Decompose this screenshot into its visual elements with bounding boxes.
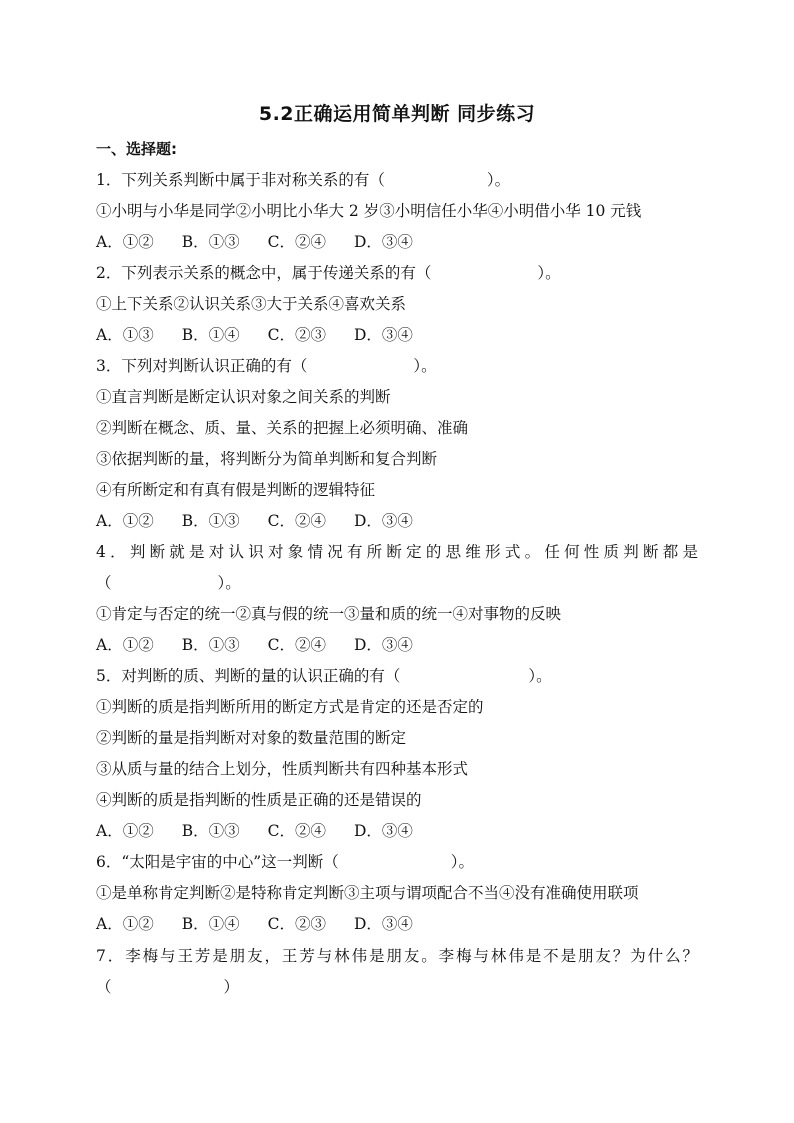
question-3-options: [96, 511, 441, 531]
question-5-item-1: ①判断的质是指判断所用的断定方式是肯定的还是否定的: [96, 698, 484, 716]
option-d[interactable]: D．③④: [353, 915, 413, 933]
question-1-stem: 1．下列关系判断中属于非对称关系的有（ ）。: [96, 171, 511, 189]
question-5-item-4: ④判断的质是指判断的性质是正确的还是错误的: [96, 791, 422, 809]
question-5-stem: 5．对判断的质、判断的量的认识正确的有（ ）。: [96, 667, 552, 685]
question-1-item: ①小明与小华是同学②小明比小华大 2 岁③小明信任小华④小明借小华 10 元钱: [96, 202, 642, 220]
page-title: 5.2正确运用简单判断 同步练习: [258, 103, 536, 125]
question-3-item-2: ②判断在概念、质、量、关系的把握上必须明确、准确: [96, 419, 469, 437]
option-d[interactable]: D．③④: [353, 233, 413, 251]
option-c[interactable]: C．②④: [267, 636, 326, 654]
question-2-stem: 2．下列表示关系的概念中，属于传递关系的有（ ）。: [96, 264, 561, 282]
option-b[interactable]: B．①③: [181, 636, 240, 654]
option-a[interactable]: A．①②: [96, 822, 154, 840]
option-c[interactable]: C．②④: [267, 512, 326, 530]
option-b[interactable]: B．①③: [181, 512, 240, 530]
question-3-item-1: ①直言判断是断定认识对象之间关系的判断: [96, 388, 391, 406]
option-b[interactable]: B．①③: [181, 233, 240, 251]
question-5-item-2: ②判断的量是指判断对对象的数量范围的断定: [96, 729, 407, 747]
option-a[interactable]: A．①②: [96, 233, 154, 251]
option-c[interactable]: C．②③: [267, 915, 326, 933]
option-c[interactable]: C．②④: [267, 233, 326, 251]
option-c[interactable]: C．②③: [267, 326, 326, 344]
question-2-item: ①上下关系②认识关系③大于关系④喜欢关系: [96, 295, 407, 313]
option-a[interactable]: A．①②: [96, 636, 154, 654]
question-3-item-4: ④有所断定和有真有假是判断的逻辑特征: [96, 481, 376, 499]
option-c[interactable]: C．②④: [267, 822, 326, 840]
option-a[interactable]: A．①②: [96, 512, 154, 530]
question-6-options: [96, 914, 441, 934]
option-a[interactable]: A．①③: [96, 326, 154, 344]
question-5-options: [96, 821, 441, 841]
question-3-stem: 3．下列对判断认识正确的有（ ）。: [96, 357, 437, 375]
question-5-item-3: ③从质与量的结合上划分，性质判断共有四种基本形式: [96, 760, 469, 778]
question-2-options: [96, 325, 441, 345]
question-6-stem: 6．“太阳是宇宙的中心”这一判断（ ）。: [96, 853, 474, 871]
question-7-stem-line-2: （ ）: [96, 978, 240, 996]
question-3-item-3: ③依据判断的量，将判断分为简单判断和复合判断: [96, 450, 438, 468]
option-d[interactable]: D．③④: [353, 512, 413, 530]
question-4-item: ①肯定与否定的统一②真与假的统一③量和质的统一④对事物的反映: [96, 605, 562, 623]
section-heading: 一、选择题:: [96, 140, 177, 158]
option-b[interactable]: B．①③: [181, 822, 240, 840]
option-a[interactable]: A．①②: [96, 915, 154, 933]
option-b[interactable]: B．①④: [181, 915, 240, 933]
question-4-options: [96, 635, 441, 655]
question-6-item: ①是单称肯定判断②是特称肯定判断③主项与谓项配合不当④没有准确使用联项: [96, 884, 639, 902]
question-4-stem-line-1: 4．判断就是对认识对象情况有所断定的思维形式。任何性质判断都是: [96, 543, 698, 561]
question-4-stem-line-2: （ ）。: [96, 574, 241, 592]
question-1-options: [96, 232, 441, 252]
option-d[interactable]: D．③④: [353, 326, 413, 344]
option-d[interactable]: D．③④: [353, 822, 413, 840]
option-b[interactable]: B．①④: [181, 326, 240, 344]
option-d[interactable]: D．③④: [353, 636, 413, 654]
question-7-stem-line-1: 7．李梅与王芳是朋友，王芳与林伟是朋友。李梅与林伟是不是朋友？为什么？: [96, 947, 698, 965]
